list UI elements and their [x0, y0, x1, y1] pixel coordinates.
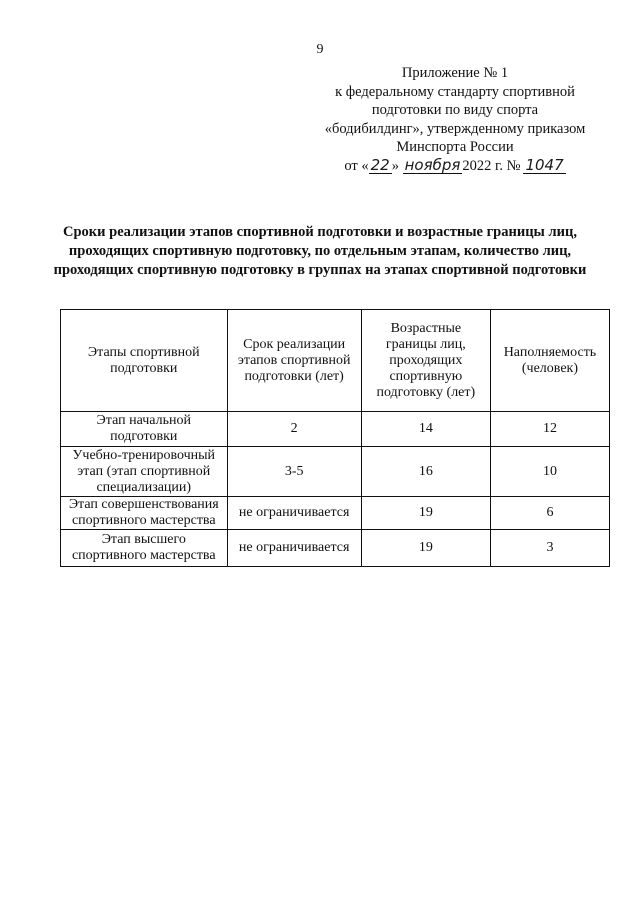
- appendix-line: к федеральному стандарту спортивной: [335, 83, 575, 100]
- cell-age: 19: [361, 530, 490, 567]
- table-row: [61, 447, 610, 497]
- table-row: [61, 530, 610, 567]
- handwritten-month: ноября: [404, 155, 461, 174]
- cell-capacity: 10: [490, 447, 609, 497]
- date-day-close: »: [391, 157, 399, 174]
- table-row: [61, 497, 610, 530]
- cell-stage: Этап совершенствования спортивного мастерства: [61, 497, 228, 530]
- page-number: 9: [316, 42, 324, 57]
- appendix-block: [300, 64, 610, 176]
- cell-stage: Этап начальной подготовки: [61, 412, 228, 447]
- cell-age: 14: [361, 412, 490, 447]
- header-stage: Этапы спортивной подготовки: [61, 310, 228, 412]
- header-duration: Срок реализации этапов спортивной подготовки (лет): [227, 310, 361, 412]
- appendix-line: подготовки по виду спорта: [371, 102, 539, 119]
- cell-duration: не ограничивается: [227, 497, 361, 530]
- handwritten-day: 22: [370, 155, 390, 174]
- cell-stage: Учебно-тренировочный этап (этап спортивной специализации): [61, 447, 228, 497]
- cell-duration: 2: [227, 412, 361, 447]
- date-year: 2022 г. №: [462, 157, 521, 174]
- cell-capacity: 12: [490, 412, 609, 447]
- appendix-line: Приложение № 1: [401, 65, 509, 81]
- table-row: [61, 412, 610, 447]
- table-header-row: [61, 310, 610, 412]
- date-prefix: от «: [344, 157, 369, 174]
- cell-age: 19: [361, 497, 490, 530]
- header-age: Возрастные границы лиц, проходящих спортивную подготовку (лет): [361, 310, 490, 412]
- cell-duration: 3-5: [227, 447, 361, 497]
- cell-stage: Этап высшего спортивного мастерства: [61, 530, 228, 567]
- appendix-line: Минспорта России: [396, 139, 514, 156]
- cell-capacity: 3: [490, 530, 609, 567]
- stages-table: [60, 309, 610, 567]
- cell-age: 16: [361, 447, 490, 497]
- appendix-line: «бодибилдинг», утвержденному приказом: [324, 120, 586, 137]
- document-title: Сроки реализации этапов спортивной подготовки и возрастные границы лиц, проходящих спортивную подготовку, по отдельным этапам, количество лиц, проходящих спортивную подготовку в группах на этапах спортивной подготовки: [53, 224, 587, 278]
- header-capacity: Наполняемость (человек): [490, 310, 609, 412]
- cell-capacity: 6: [490, 497, 609, 530]
- order-date-line: [300, 157, 610, 176]
- cell-duration: не ограничивается: [227, 530, 361, 567]
- handwritten-order-number: 1047: [525, 155, 564, 174]
